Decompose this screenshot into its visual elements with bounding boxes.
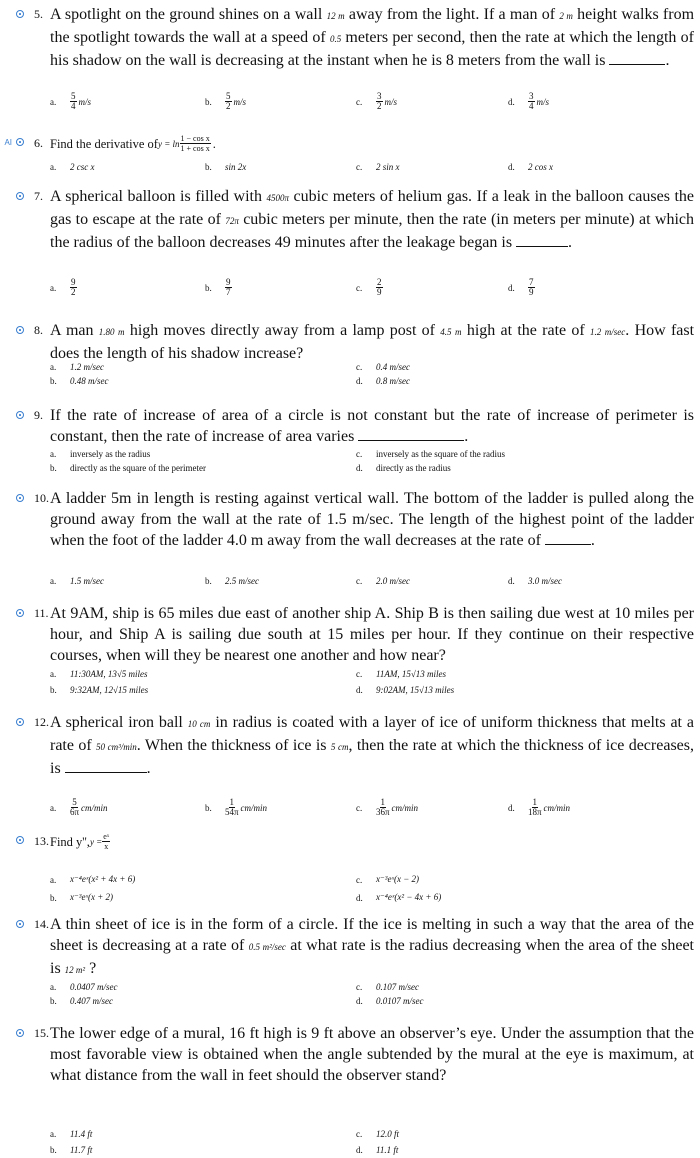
option-d[interactable]: d. 11.1 ft (356, 1145, 399, 1155)
option-c[interactable]: c. 2.0 m/sec (356, 576, 410, 586)
option-c[interactable]: c. 1 36π cm/min (356, 797, 419, 817)
option-a[interactable]: a. 5 6π cm/min (50, 797, 108, 817)
option-c[interactable]: c. inversely as the square of the radius (356, 449, 505, 459)
option-b[interactable]: b. 0.407 m/sec (50, 996, 113, 1006)
option-a[interactable]: a. x⁻⁴eˣ(x² + 4x + 6) (50, 874, 136, 885)
option-a[interactable]: a. 5 4 m/s (50, 91, 92, 111)
question-number: 12. (34, 715, 49, 729)
question-stem: Find y'', y = $\frac{\text{eˣ}}{x}$ (50, 832, 110, 851)
option-b[interactable]: b. sin 2x (205, 162, 247, 172)
option-a[interactable]: a. 0.0407 m/sec (50, 982, 118, 992)
option-d[interactable]: d. 1 18π cm/min (508, 797, 571, 817)
option-c[interactable]: c. 2 sin x (356, 162, 400, 172)
option-a[interactable]: a. 11.4 ft (50, 1129, 93, 1139)
question-number: 14. (34, 917, 49, 931)
question-number: 11. (34, 606, 49, 620)
bullet-icon[interactable] (16, 609, 24, 617)
option-c[interactable]: c. 2 9 (356, 277, 382, 297)
option-c[interactable]: c. 11AM, 15√13 miles (356, 669, 447, 679)
question-stem: A thin sheet of ice is in the form of a circle. If the ice is melting in such a way that the area of the sheet is decreasing at a rate of 0.5 m²/sec at what rate is the radius decreasing when the area of the sheet is 12 m² ? (50, 916, 694, 977)
option-c[interactable]: c. 12.0 ft (356, 1129, 400, 1139)
question-number: 6. (34, 136, 43, 150)
bullet-icon[interactable] (16, 138, 24, 146)
option-b[interactable]: b. 0.48 m/sec (50, 376, 109, 386)
question-stem: Find the derivative of y = ln 1 − cos x 1 + cos x . (50, 134, 216, 153)
bullet-icon[interactable] (16, 1029, 24, 1037)
question-number: 15. (34, 1026, 49, 1040)
question-number: 7. (34, 189, 43, 203)
bullet-icon[interactable] (16, 411, 24, 419)
question-stem: If the rate of increase of area of a circle is not constant but the rate of increase of perimeter is constant, then the rate of increase of area varies . (50, 407, 694, 445)
question-number: 10. (34, 491, 49, 505)
option-d[interactable]: d. 0.0107 m/sec (356, 996, 424, 1006)
question-stem: A man 1.80 m high moves directly away from a lamp post of 4.5 m high at the rate of 1.2 m/sec. How fast does the length of his shadow increase? (50, 322, 695, 362)
option-d[interactable]: d. 2 cos x (508, 162, 553, 172)
option-c[interactable]: c. x⁻³eˣ(x − 2) (356, 874, 420, 885)
option-b[interactable]: b. 5 2 m/s (205, 91, 247, 111)
option-d[interactable]: d. 3.0 m/sec (508, 576, 562, 586)
option-a[interactable]: a. 11:30AM, 13√5 miles (50, 669, 148, 679)
question-stem: A spherical balloon is filled with 4500π cubic meters of helium gas. If a leak in the balloon causes the gas to escape at the rate of 72π cubic meters per minute, then the rate (in meters per minute) at which the radius of the balloon decreases 49 minutes after the leakage began is . (50, 188, 695, 251)
option-c[interactable]: c. 0.4 m/sec (356, 362, 410, 372)
question-stem: The lower edge of a mural, 16 ft high is 9 ft above an observer’s eye. Under the assumption that the most favorable view is obtained when the angle subtended by the mural at the eye is maximum, at what distance from the wall in feet should the observer stand? (50, 1025, 694, 1084)
option-c[interactable]: c. 3 2 m/s (356, 91, 398, 111)
option-b[interactable]: b. 2.5 m/sec (205, 576, 259, 586)
question-stem: A spherical iron ball 10 cm in radius is coated with a layer of ice of uniform thickness that melts at a rate of 50 cm³/min. When the thickness of ice is 5 cm, then the rate at which the thickness of ice decreases, is . (50, 714, 695, 777)
option-d[interactable]: d. x⁻⁴eˣ(x² − 4x + 6) (356, 892, 442, 903)
option-b[interactable]: b. 9 7 (205, 277, 231, 297)
bullet-icon[interactable] (16, 836, 24, 844)
option-c[interactable]: c. 0.107 m/sec (356, 982, 419, 992)
question-stem: At 9AM, ship is 65 miles due east of another ship A. Ship B is then sailing due west at 10 miles per hour, and Ship A is sailing due south at 15 miles per hour. If they continue on their respective courses, when will they be nearest one another and how near? (50, 605, 694, 664)
question-number: 5. (34, 7, 43, 21)
option-d[interactable]: d. 9:02AM, 15√13 miles (356, 685, 455, 695)
option-b[interactable]: b. 9:32AM, 12√15 miles (50, 685, 149, 695)
question-number: 13. (34, 834, 49, 848)
option-d[interactable]: d. directly as the radius (356, 463, 451, 473)
bullet-icon[interactable] (16, 326, 24, 334)
option-a[interactable]: a. 9 2 (50, 277, 76, 297)
option-b[interactable]: b. 1 54π cm/min (205, 797, 268, 817)
option-d[interactable]: d. 0.8 m/sec (356, 376, 410, 386)
question-stem: A spotlight on the ground shines on a wall 12 m away from the light. If a man of 2 m height walks from the spotlight towards the wall at a speed of 0.5 meters per second, then the rate at which the length of his shadow on the wall is decreasing at the instant when he is 8 meters from the wall is . (50, 6, 695, 69)
option-b[interactable]: b. directly as the square of the perimeter (50, 463, 206, 473)
bullet-icon[interactable] (16, 10, 24, 18)
bullet-icon[interactable] (16, 718, 24, 726)
option-a[interactable]: a. inversely as the radius (50, 449, 151, 459)
bullet-icon[interactable] (16, 494, 24, 502)
option-a[interactable]: a. 1.2 m/sec (50, 362, 104, 372)
option-a[interactable]: a. 1.5 m/sec (50, 576, 104, 586)
bullet-icon[interactable] (16, 920, 24, 928)
option-d[interactable]: d. 3 4 m/s (508, 91, 550, 111)
ai-mark: AI (4, 137, 12, 147)
bullet-icon[interactable] (16, 192, 24, 200)
option-d[interactable]: d. 7 9 (508, 277, 534, 297)
question-stem: A ladder 5m in length is resting against vertical wall. The bottom of the ladder is pulled along the ground away from the wall at the rate of 1.5 m/sec. The length of the highest point of the ladder when the foot of the ladder 4.0 m away from the wall decreases at the rate of . (50, 490, 694, 549)
option-b[interactable]: b. 11.7 ft (50, 1145, 93, 1155)
question-number: 8. (34, 323, 43, 337)
option-a[interactable]: a. 2 csc x (50, 162, 95, 172)
question-number: 9. (34, 408, 43, 422)
option-b[interactable]: b. x⁻³eˣ(x + 2) (50, 892, 114, 903)
